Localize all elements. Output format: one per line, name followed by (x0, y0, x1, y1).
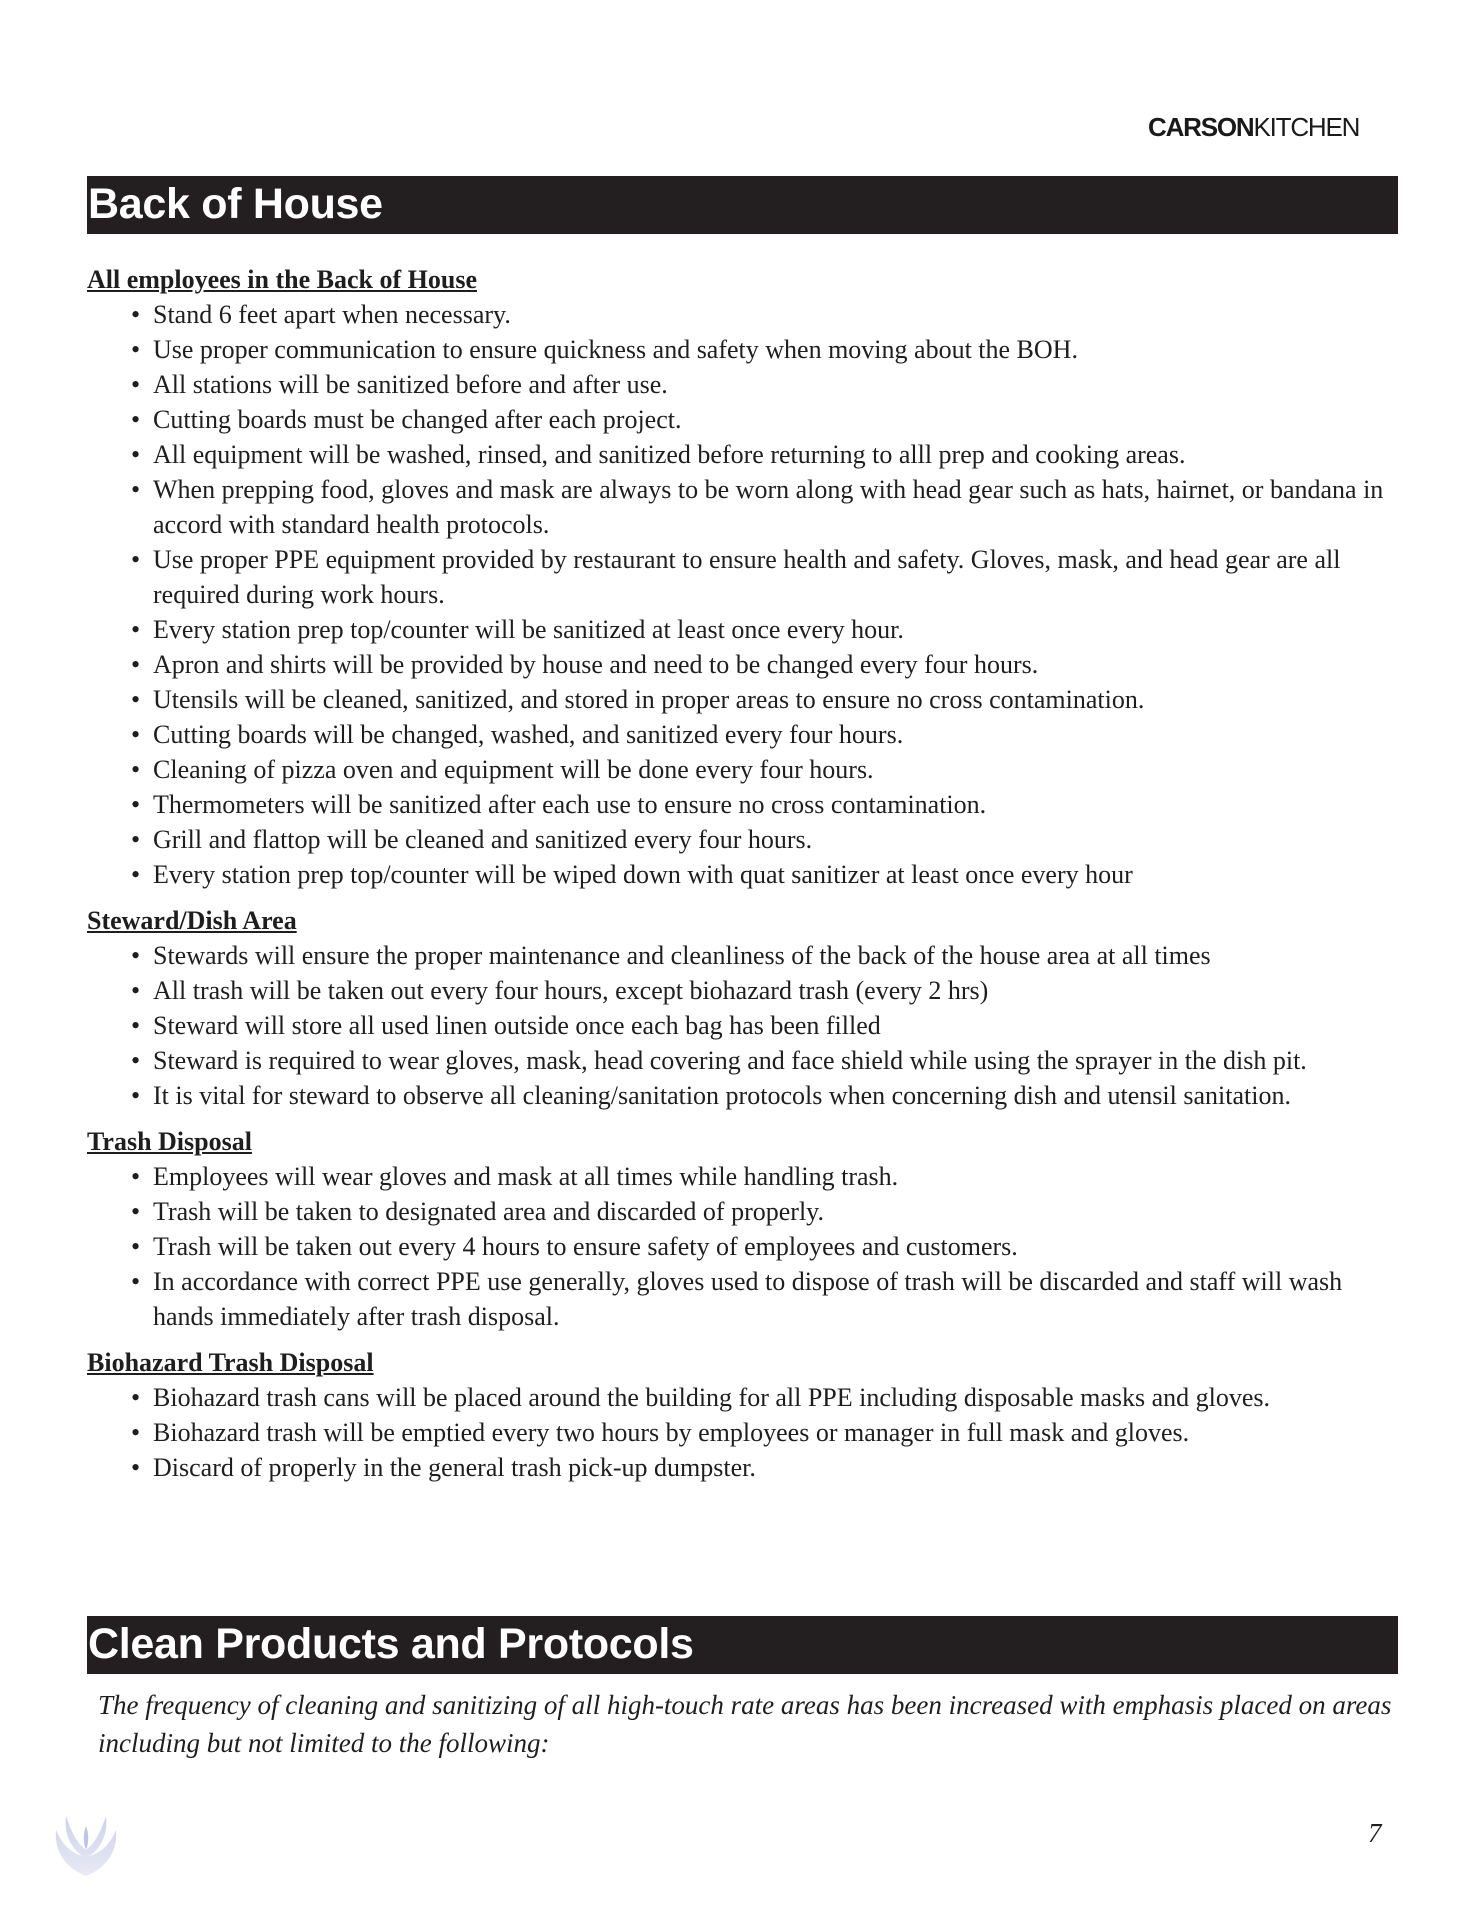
bullet-list (87, 1159, 1407, 1334)
bullet-list (87, 1380, 1407, 1485)
list-item: • Cleaning of pizza oven and equipment will be done every four hours. (153, 752, 1407, 787)
bullet-list (87, 297, 1407, 892)
phoenix-logo-icon (46, 1806, 126, 1882)
list-item: • Apron and shirts will be provided by house and need to be changed every four hours. (153, 647, 1407, 682)
policy-group (87, 903, 1407, 1113)
list-item: • All trash will be taken out every four hours, except biohazard trash (every 2 hrs) (153, 973, 1407, 1008)
section-title: Clean Products and Protocols (88, 1620, 694, 1668)
list-item: • Trash will be taken to designated area and discarded of properly. (153, 1194, 1407, 1229)
list-item: • Stewards will ensure the proper maintenance and cleanliness of the back of the house area at all times (153, 938, 1407, 973)
list-item: • Steward is required to wear gloves, mask, head covering and face shield while using the sprayer in the dish pit. (153, 1043, 1407, 1078)
list-item: • Trash will be taken out every 4 hours to ensure safety of employees and customers. (153, 1229, 1407, 1264)
list-item: • It is vital for steward to observe all cleaning/sanitation protocols when concerning dish and utensil sanitation. (153, 1078, 1407, 1113)
section-bar-back-of-house (87, 176, 1398, 234)
list-item: • In accordance with correct PPE use generally, gloves used to dispose of trash will be discarded and staff will wash hands immediately after trash disposal. (153, 1264, 1407, 1334)
list-item: • Thermometers will be sanitized after each use to ensure no cross contamination. (153, 787, 1407, 822)
group-heading: All employees in the Back of House (87, 265, 477, 294)
policy-group (87, 1124, 1407, 1334)
list-item: • When prepping food, gloves and mask are always to be worn along with head gear such as hats, hairnet, or bandana in accord with standard health protocols. (153, 472, 1407, 542)
group-heading: Steward/Dish Area (87, 906, 297, 935)
list-item: • Grill and flattop will be cleaned and sanitized every four hours. (153, 822, 1407, 857)
policy-group (87, 1345, 1407, 1485)
brand-logo (1148, 112, 1368, 143)
list-item: • Steward will store all used linen outside once each bag has been filled (153, 1008, 1407, 1043)
list-item: • Use proper PPE equipment provided by restaurant to ensure health and safety. Gloves, mask, and head gear are all required during work hours. (153, 542, 1407, 612)
list-item: • Biohazard trash will be emptied every two hours by employees or manager in full mask and gloves. (153, 1415, 1407, 1450)
section-title: Back of House (88, 180, 383, 228)
section-bar-clean-products (87, 1616, 1398, 1674)
list-item: • Use proper communication to ensure quickness and safety when moving about the BOH. (153, 332, 1407, 367)
policy-content (87, 262, 1407, 1485)
group-heading: Biohazard Trash Disposal (87, 1348, 374, 1377)
list-item: • Employees will wear gloves and mask at all times while handling trash. (153, 1159, 1407, 1194)
group-heading: Trash Disposal (87, 1127, 252, 1156)
list-item: • Utensils will be cleaned, sanitized, and stored in proper areas to ensure no cross contamination. (153, 682, 1407, 717)
intro-paragraph: The frequency of cleaning and sanitizing of all high-touch rate areas has been increased with emphasis placed on areas including but not limited to the following: (98, 1690, 1392, 1758)
brand-bold: CARSON (1148, 112, 1254, 142)
list-item: • Every station prep top/counter will be wiped down with quat sanitizer at least once every hour (153, 857, 1407, 892)
list-item: • Stand 6 feet apart when necessary. (153, 297, 1407, 332)
brand-light: KITCHEN (1253, 112, 1360, 142)
page-number: 7 (1368, 1818, 1382, 1848)
list-item: • All equipment will be washed, rinsed, and sanitized before returning to alll prep and cooking areas. (153, 437, 1407, 472)
policy-group (87, 262, 1407, 892)
list-item: • Cutting boards will be changed, washed, and sanitized every four hours. (153, 717, 1407, 752)
list-item: • Biohazard trash cans will be placed around the building for all PPE including disposable masks and gloves. (153, 1380, 1407, 1415)
list-item: • Discard of properly in the general trash pick-up dumpster. (153, 1450, 1407, 1485)
list-item: • All stations will be sanitized before and after use. (153, 367, 1407, 402)
list-item: • Cutting boards must be changed after each project. (153, 402, 1407, 437)
bullet-list (87, 938, 1407, 1113)
list-item: • Every station prep top/counter will be sanitized at least once every hour. (153, 612, 1407, 647)
